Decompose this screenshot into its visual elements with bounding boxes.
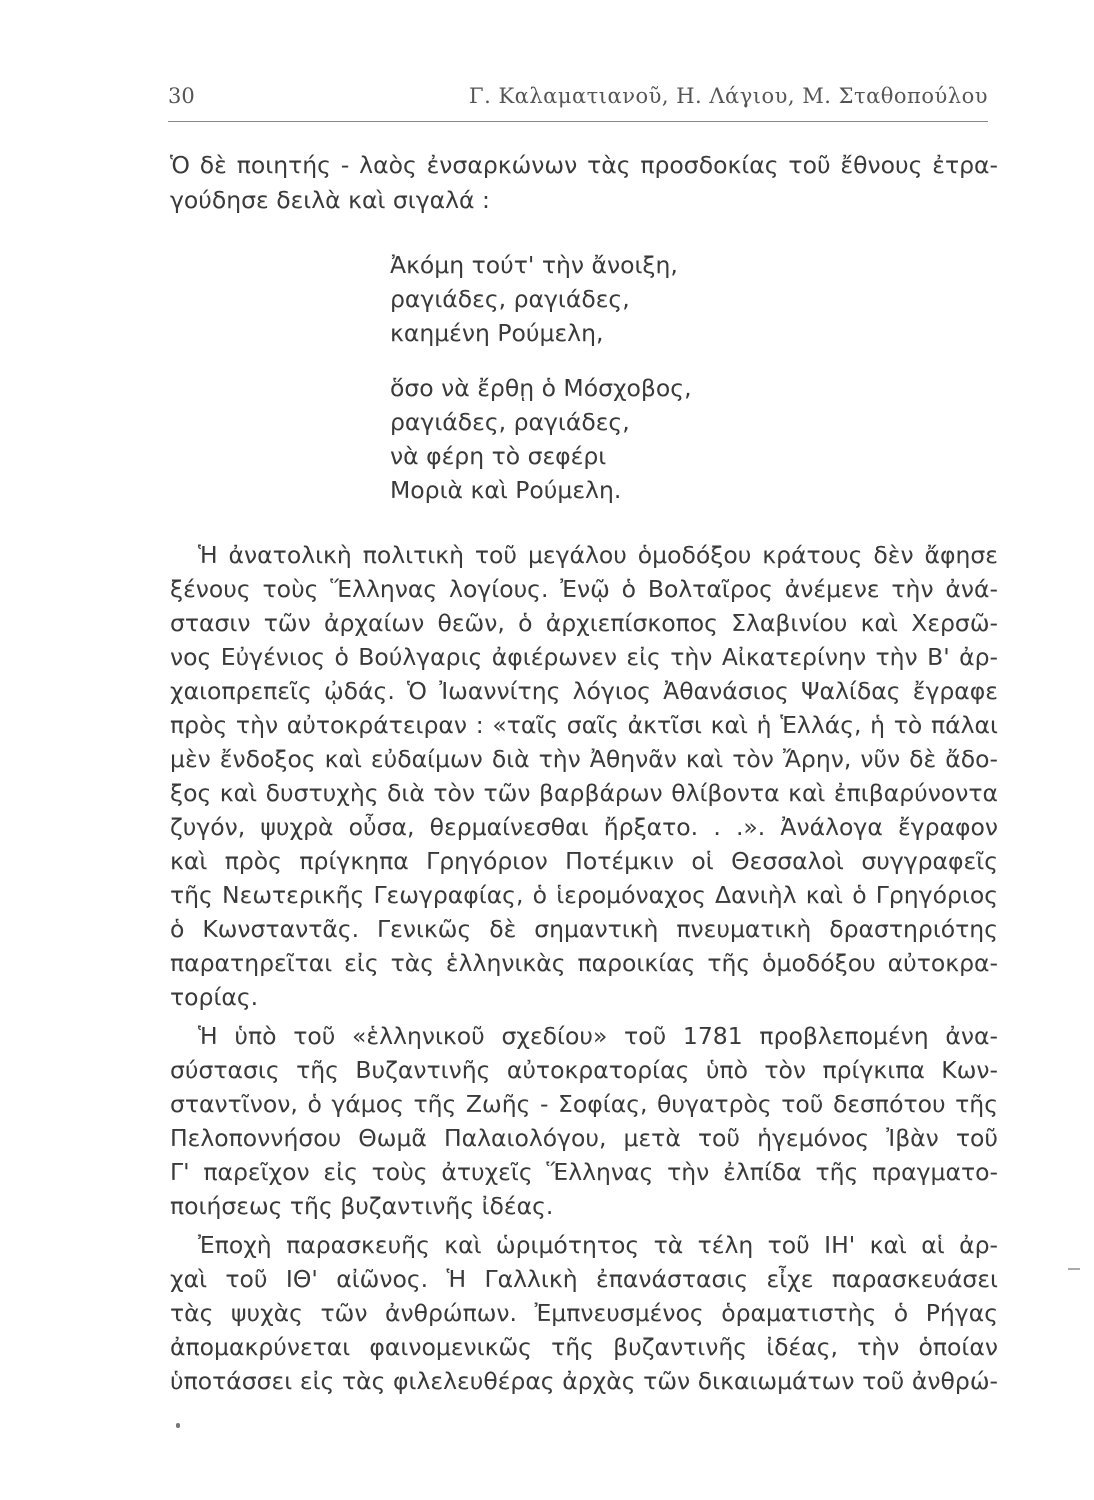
- paragraph-line: μὲν ἔνδοξος καὶ εὐδαίμων διὰ τὴν Ἀθηνᾶν καὶ τὸν Ἄρην, νῦν δὲ ἄδο-: [170, 745, 998, 773]
- running-header-authors: Γ. Καλαματιανοῦ, Η. Λάγιου, Μ. Σταθοπούλου: [469, 84, 988, 108]
- poem-line: Ἀκόμη τούτ' τὴν ἄνοιξη,: [390, 251, 678, 279]
- paragraph-line: σύστασις τῆς Βυζαντινῆς αὐτοκρατορίας ὑπὸ τὸν πρίγκιπα Κων-: [170, 1056, 998, 1084]
- paragraph-line: ὑποτάσσει εἰς τὰς φιλελευθέρας ἀρχὰς τῶν δικαιωμάτων τοῦ ἀνθρώ-: [170, 1367, 998, 1395]
- margin-scan-mark: [1068, 1268, 1080, 1270]
- intro-line: γούδησε δειλὰ καὶ σιγαλά :: [170, 186, 490, 214]
- poem-line: ὅσο νὰ ἔρθῃ ὁ Μόσχοβος,: [390, 374, 692, 402]
- scan-speck: [176, 1423, 180, 1428]
- paragraph-line: σταντῖνον, ὁ γάμος τῆς Ζωῆς - Σοφίας, θυγατρὸς τοῦ δεσπότου τῆς: [170, 1090, 998, 1118]
- paragraph-line: τὰς ψυχὰς τῶν ἀνθρώπων. Ἐμπνευσμένος ὁραματιστὴς ὁ Ρήγας: [170, 1299, 998, 1327]
- paragraph-line: καὶ πρὸς πρίγκηπα Γρηγόριον Ποτέμκιν οἱ Θεσσαλοὶ συγγραφεῖς: [170, 847, 998, 875]
- paragraph-line: Πελοποννήσου Θωμᾶ Παλαιολόγου, μετὰ τοῦ ἡγεμόνος Ἰβὰν τοῦ: [170, 1124, 998, 1152]
- poem-line: καημένη Ρούμελη,: [390, 319, 604, 347]
- paragraph-line: Ἐποχὴ παρασκευῆς καὶ ὡριμότητος τὰ τέλη τοῦ ΙΗ' καὶ αἱ ἀρ-: [198, 1231, 998, 1259]
- paragraph-line: Ἡ ἀνατολικὴ πολιτικὴ τοῦ μεγάλου ὁμοδόξου κράτους δὲν ἄφησε: [198, 541, 998, 569]
- paragraph-line: χαὶ τοῦ ΙΘ' αἰῶνος. Ἡ Γαλλικὴ ἐπανάστασις εἶχε παρασκευάσει: [170, 1265, 998, 1293]
- paragraph-line: ξένους τοὺς Ἕλληνας λογίους. Ἐνῷ ὁ Βολταῖρος ἀνέμενε τὴν ἀνά-: [170, 575, 998, 603]
- poem-line: νὰ φέρη τὸ σεφέρι: [390, 442, 607, 470]
- paragraph-line: στασιν τῶν ἀρχαίων θεῶν, ὁ ἀρχιεπίσκοπος Σλαβινίου καὶ Χερσῶ-: [170, 609, 998, 637]
- paragraph-line: τορίας.: [170, 983, 259, 1011]
- paragraph-line: Ἡ ὑπὸ τοῦ «ἑλληνικοῦ σχεδίου» τοῦ 1781 προβλεπομένη ἀνα-: [198, 1022, 998, 1050]
- page-number: 30: [168, 84, 195, 108]
- paragraph-line: ἀπομακρύνεται φαινομενικῶς τῆς βυζαντινῆς ἰδέας, τὴν ὁποίαν: [170, 1333, 998, 1361]
- poem-line: Μοριὰ καὶ Ρούμελη.: [390, 476, 622, 504]
- paragraph-line: ποιήσεως τῆς βυζαντινῆς ἰδέας.: [170, 1192, 554, 1220]
- paragraph-line: τῆς Νεωτερικῆς Γεωγραφίας, ὁ ἱερομόναχος Δανιὴλ καὶ ὁ Γρηγόριος: [170, 881, 998, 909]
- poem-line: ραγιάδες, ραγιάδες,: [390, 408, 630, 436]
- paragraph-line: ξος καὶ δυστυχὴς διὰ τὸν τῶν βαρβάρων θλίβοντα καὶ ἐπιβαρύνοντα: [170, 779, 998, 807]
- intro-line: Ὁ δὲ ποιητής - λαὸς ἐνσαρκώνων τὰς προσδοκίας τοῦ ἔθνους ἐτρα-: [170, 151, 998, 179]
- paragraph-line: χαιοπρεπεῖς ᾠδάς. Ὁ Ἰωαννίτης λόγιος Ἀθανάσιος Ψαλίδας ἔγραφε: [170, 677, 998, 705]
- paragraph-line: ζυγόν, ψυχρὰ οὖσα, θερμαίνεσθαι ἤρξατο. . .». Ἀνάλογα ἔγραφον: [170, 813, 998, 841]
- paragraph-line: ὁ Κωνσταντᾶς. Γενικῶς δὲ σημαντικὴ πνευματικὴ δραστηριότης: [170, 915, 998, 943]
- paragraph-line: παρατηρεῖται εἰς τὰς ἑλληνικὰς παροικίας τῆς ὁμοδόξου αὐτοκρα-: [170, 949, 998, 977]
- paragraph-line: νος Εὐγένιος ὁ Βούλγαρις ἀφιέρωνεν εἰς τὴν Αἰκατερίνην τὴν Β' ἀρ-: [170, 643, 998, 671]
- paragraph-line: Γ' παρεῖχον εἰς τοὺς ἀτυχεῖς Ἕλληνας τὴν ἐλπίδα τῆς πραγματο-: [170, 1158, 998, 1186]
- paragraph-line: πρὸς τὴν αὐτοκράτειραν : «ταῖς σαῖς ἀκτῖσι καὶ ἡ Ἑλλάς, ἡ τὸ πάλαι: [170, 711, 998, 739]
- header-divider: [168, 121, 988, 122]
- poem-line: ραγιάδες, ραγιάδες,: [390, 285, 630, 313]
